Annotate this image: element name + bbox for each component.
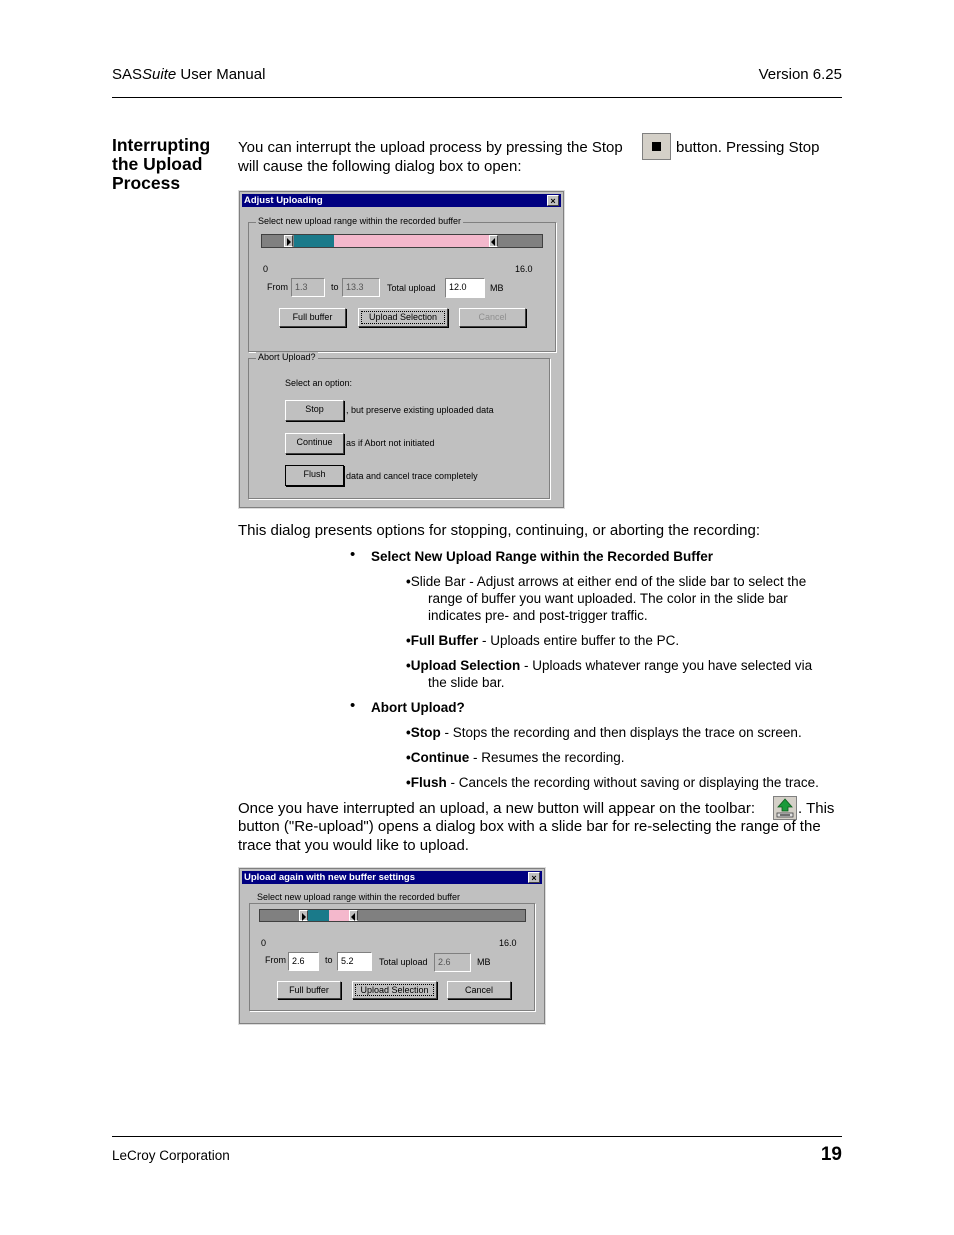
slide-bar-pre-trigger — [294, 235, 334, 247]
stop-toolbar-button — [642, 133, 671, 160]
unit2-label: MB — [477, 957, 491, 967]
cancel-2-button[interactable]: Cancel — [447, 981, 511, 999]
bullet1-sub1b: range of buffer you want uploaded. The color in the slide bar — [428, 591, 788, 606]
slide-bar-post-trigger — [334, 235, 491, 247]
dialog2-close-icon[interactable]: × — [528, 872, 540, 883]
b2-s2-rest: - Resumes the recording. — [469, 750, 625, 765]
range2-max: 16.0 — [499, 938, 517, 948]
upload-selection-2-button[interactable]: Upload Selection — [352, 981, 437, 999]
total-upload-label: Total upload — [387, 283, 436, 293]
to2-field[interactable]: 5.2 — [337, 952, 372, 971]
b2-s1-bold: Stop — [410, 725, 441, 740]
range-min: 0 — [263, 264, 269, 274]
slide-bar-2-pre-trigger — [308, 910, 329, 921]
b1-s1-text: Slide Bar - Adjust arrows at either end of the slide bar to select the — [410, 574, 807, 589]
stop-button[interactable]: Stop — [285, 400, 344, 421]
continue-button[interactable]: Continue — [285, 433, 344, 454]
total2-label: Total upload — [379, 957, 428, 967]
flush-description: data and cancel trace completely — [346, 471, 478, 481]
bullet2-sub2: •Continue - Resumes the recording. — [406, 750, 625, 765]
total2-field: 2.6 — [434, 953, 471, 972]
header-title — [112, 66, 265, 83]
slide-left-arrow-icon[interactable] — [284, 235, 293, 247]
stop-square-icon — [652, 142, 661, 151]
bullet1-sub1: •Slide Bar - Adjust arrows at either end of the slide bar to select the — [406, 574, 807, 589]
range-group-2-label: Select new upload range within the recorded buffer — [257, 892, 460, 902]
bullet2-sub3: •Flush - Cancels the recording without saving or displaying the trace. — [406, 775, 819, 790]
footer-rule — [112, 1136, 842, 1137]
cancel-button[interactable]: Cancel — [459, 308, 526, 327]
total-upload-field: 12.0 — [445, 278, 485, 298]
title-italic: Suite — [142, 66, 177, 83]
header-rule — [112, 97, 842, 98]
after-line2: button ("Re-upload") opens a dialog box with a slide bar for re-selecting the range of the — [238, 818, 821, 835]
bullet1-sub3b: the slide bar. — [428, 675, 505, 690]
range-group-label: Select new upload range within the recorded buffer — [258, 216, 461, 226]
from-field[interactable]: 1.3 — [291, 278, 325, 297]
b1-s3-bold: Upload Selection — [410, 658, 521, 673]
select-option-label: Select an option: — [285, 378, 353, 388]
dialog2-title: Upload again with new buffer settings — [244, 872, 416, 883]
from2-field[interactable]: 2.6 — [288, 952, 319, 971]
bullet-dot: • — [350, 697, 356, 714]
range2-min: 0 — [261, 938, 267, 948]
stop-description: , but preserve existing uploaded data — [346, 405, 494, 415]
abort-group-label: Abort Upload? — [258, 352, 316, 362]
intro-part2: button. Pressing Stop — [676, 139, 820, 156]
range-max: 16.0 — [515, 264, 533, 274]
page-number: 19 — [820, 1144, 842, 1165]
b1-s2-rest: - Uploads entire buffer to the PC. — [478, 633, 680, 648]
slide-bar-2[interactable] — [259, 909, 526, 922]
from-label: From — [267, 282, 288, 292]
slide-right-arrow-icon[interactable] — [489, 235, 498, 247]
b2-s2-bold: Continue — [410, 750, 470, 765]
continue-description: as if Abort not initiated — [346, 438, 435, 448]
to-label: to — [331, 282, 339, 292]
b2-s3-rest: - Cancels the recording without saving or displaying the trace. — [446, 775, 819, 790]
b1-s3-rest: - Uploads whatever range you have selected via — [520, 658, 813, 673]
after-line1b: . This — [798, 800, 835, 817]
dialog1-title: Adjust Uploading — [244, 195, 323, 206]
to-field[interactable]: 13.3 — [342, 278, 380, 297]
upload-selection-button[interactable]: Upload Selection — [358, 308, 448, 327]
flush-button[interactable]: Flush — [285, 465, 344, 486]
bullet1-sub1c: indicates pre- and post-trigger traffic. — [428, 608, 648, 623]
full-buffer-2-button[interactable]: Full buffer — [277, 981, 341, 999]
bullet-dot: • — [350, 546, 356, 563]
after-line3: trace that you would like to upload. — [238, 837, 469, 854]
bullet2-title: Abort Upload? — [371, 700, 465, 715]
dialog1-close-icon[interactable]: × — [547, 195, 559, 206]
upload-again-dialog — [239, 868, 545, 1024]
bullet1-sub2: •Full Buffer - Uploads entire buffer to the PC. — [406, 633, 680, 648]
slide2-left-arrow-icon[interactable] — [299, 910, 308, 921]
dialog1-titlebar — [242, 194, 561, 207]
from2-label: From — [265, 955, 286, 965]
to2-label: to — [325, 955, 333, 965]
title-prefix: SAS — [112, 66, 143, 83]
description-text: This dialog presents options for stopping, continuing, or aborting the recording: — [238, 522, 760, 539]
header-version: Version 6.25 — [758, 66, 842, 83]
intro-part1: You can interrupt the upload process by pressing the Stop — [238, 139, 623, 156]
b2-s3-bold: Flush — [410, 775, 447, 790]
re-upload-arrow-icon — [774, 797, 796, 819]
b1-s2-bold: Full Buffer — [410, 633, 479, 648]
slide-bar[interactable] — [261, 234, 543, 248]
bullet1-title: Select New Upload Range within the Recorded Buffer — [371, 549, 714, 564]
bullet1-sub3: •Upload Selection - Uploads whatever range you have selected via — [406, 658, 813, 673]
footer-company: LeCroy Corporation — [112, 1148, 230, 1163]
title-suffix: User Manual — [176, 66, 266, 83]
full-buffer-button[interactable]: Full buffer — [279, 308, 346, 327]
after-line1a: Once you have interrupted an upload, a new button will appear on the toolbar: — [238, 800, 756, 817]
bullet2-sub1: •Stop - Stops the recording and then displays the trace on screen. — [406, 725, 802, 740]
unit-label: MB — [490, 283, 504, 293]
slide2-right-arrow-icon[interactable] — [349, 910, 358, 921]
intro-part3: will cause the following dialog box to open: — [238, 158, 522, 175]
section-title: Interrupting the Upload Process — [112, 135, 211, 193]
dialog2-titlebar — [242, 871, 542, 884]
b2-s1-rest: - Stops the recording and then displays the trace on screen. — [440, 725, 802, 740]
adjust-uploading-dialog — [239, 191, 564, 508]
slide-bar-2-post-trigger — [329, 910, 350, 921]
